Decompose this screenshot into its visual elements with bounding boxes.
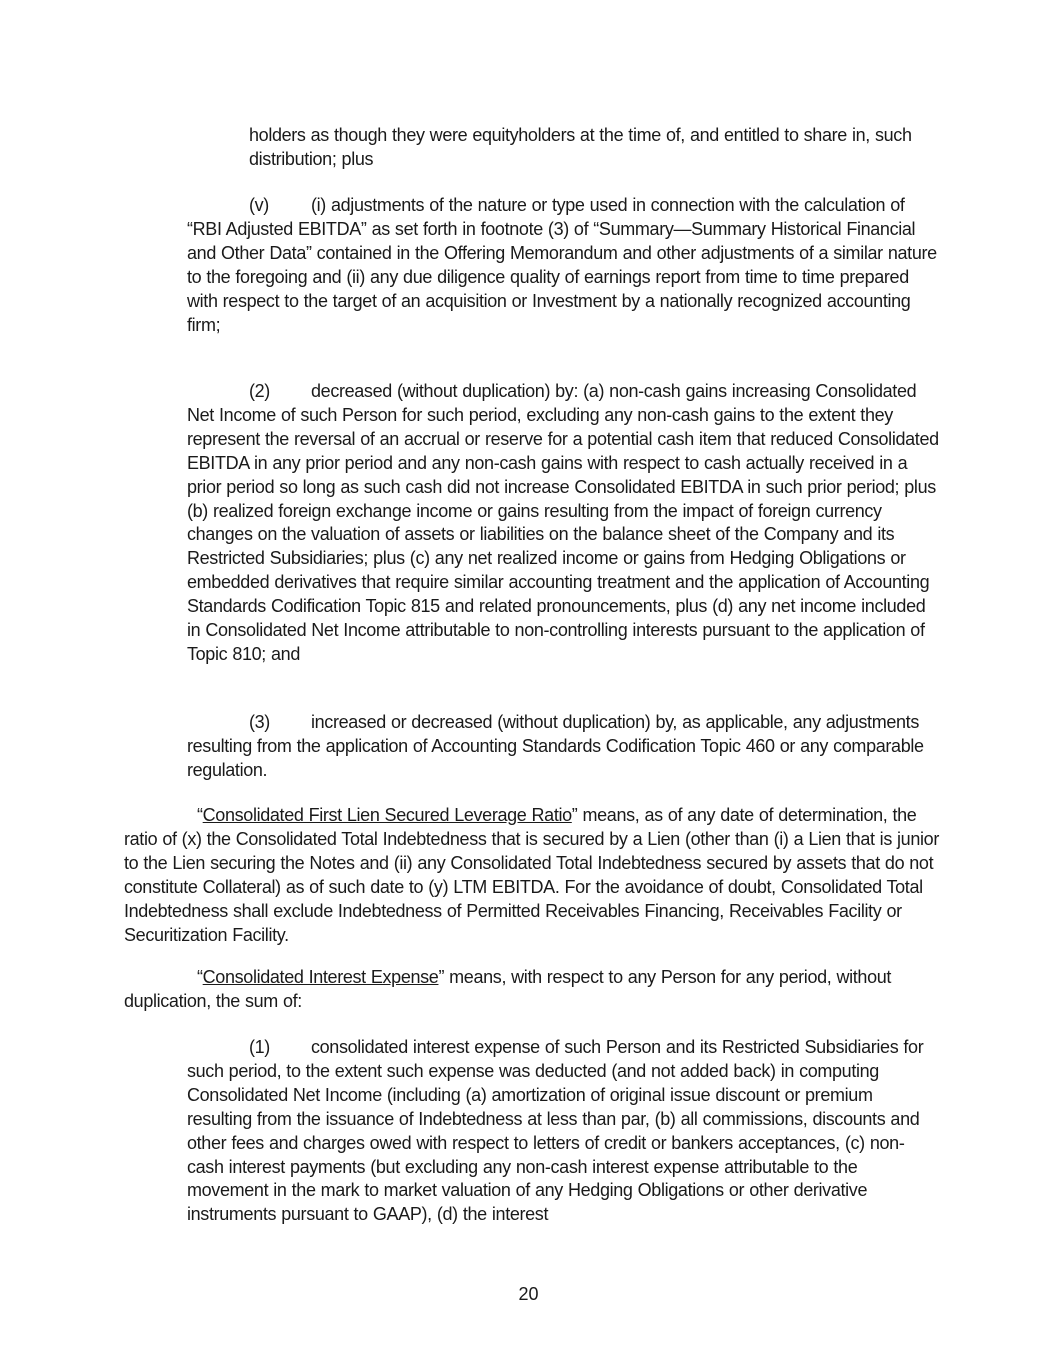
- clause-1: [187, 1036, 939, 1227]
- clause-marker: (v): [249, 195, 269, 215]
- clause-text: consolidated interest expense of such Person and its Restricted Subsidiaries for such period, to the extent such expense was deducted (and not added back) in computing Consolidated Net Income (including (a) amortization of original issue discount or premium resulting from the issuance of Indebtedness at less than par, (b) all commissions, discounts and other fees and charges owed with respect to letters of credit or bankers acceptances, (c) non-cash interest payments (but excluding any non-cash interest expense attributable to the movement in the mark to market valuation of any Hedging Obligations or other derivative instruments pursuant to GAAP), (d) the interest: [187, 1037, 924, 1225]
- definition-first-lien-leverage-ratio: [124, 804, 939, 947]
- clause-text: increased or decreased (without duplication) by, as applicable, any adjustments resulting from the application of Accounting Standards Codification Topic 460 or any comparable regulation.: [187, 712, 924, 780]
- clause-marker: (2): [249, 381, 270, 401]
- paragraph-text: holders as though they were equityholders at the time of, and entitled to share in, such distribution; plus: [249, 125, 912, 169]
- clause-marker: (3): [249, 712, 270, 732]
- definition-interest-expense: [124, 966, 939, 1014]
- open-quote: “: [197, 967, 203, 987]
- defined-term: Consolidated First Lien Secured Leverage Ratio: [202, 805, 572, 825]
- paragraph-continuation: [249, 124, 939, 172]
- clause-marker: (1): [249, 1037, 270, 1057]
- clause-2: [187, 380, 939, 667]
- definition-text: ” means, with respect to any Person for any period, without duplication, the sum of:: [124, 967, 892, 1011]
- open-quote: “: [197, 805, 203, 825]
- defined-term: Consolidated Interest Expense: [202, 967, 439, 987]
- clause-3: [187, 711, 939, 783]
- page-number: 20: [518, 1284, 539, 1304]
- clause-v: [187, 194, 939, 337]
- definition-text: ” means, as of any date of determination, the ratio of (x) the Consolidated Total Indebtedness that is secured by a Lien (other than (i) a Lien that is junior to the Lien securing the Notes and (ii) any Consolidated Total Indebtedness secured by assets that do not constitute Collateral) as of such date to (y) LTM EBITDA. For the avoidance of doubt, Consolidated Total Indebtedness shall exclude Indebtedness of Permitted Receivables Financing, Receivables Facility or Securitization Facility.: [124, 805, 939, 945]
- clause-text: decreased (without duplication) by: (a) non-cash gains increasing Consolidated Net Income of such Person for such period, excluding any non-cash gains to the extent they represent the reversal of an accrual or reserve for a potential cash item that reduced Consolidated EBITDA in any prior period and any non-cash gains with respect to cash actually received in a prior period so long as such cash did not increase Consolidated EBITDA in such prior period; plus (b) realized foreign exchange income or gains resulting from the impact of foreign currency changes on the valuation of assets or liabilities on the balance sheet of the Company and its Restricted Subsidiaries; plus (c) any net realized income or gains from Hedging Obligations or embedded derivatives that require similar accounting treatment and the application of Accounting Standards Codification Topic 815 and related pronouncements, plus (d) any net income included in Consolidated Net Income attributable to non-controlling interests pursuant to the application of Topic 810; and: [187, 381, 939, 664]
- clause-text: (i) adjustments of the nature or type used in connection with the calculation of “RBI Adjusted EBITDA” as set forth in footnote (3) of “Summary—Summary Historical Financial and Other Data” contained in the Offering Memorandum and other adjustments of a similar nature to the foregoing and (ii) any due diligence quality of earnings report from time to time prepared with respect to the target of an acquisition or Investment by a nationally recognized accounting firm;: [187, 195, 937, 335]
